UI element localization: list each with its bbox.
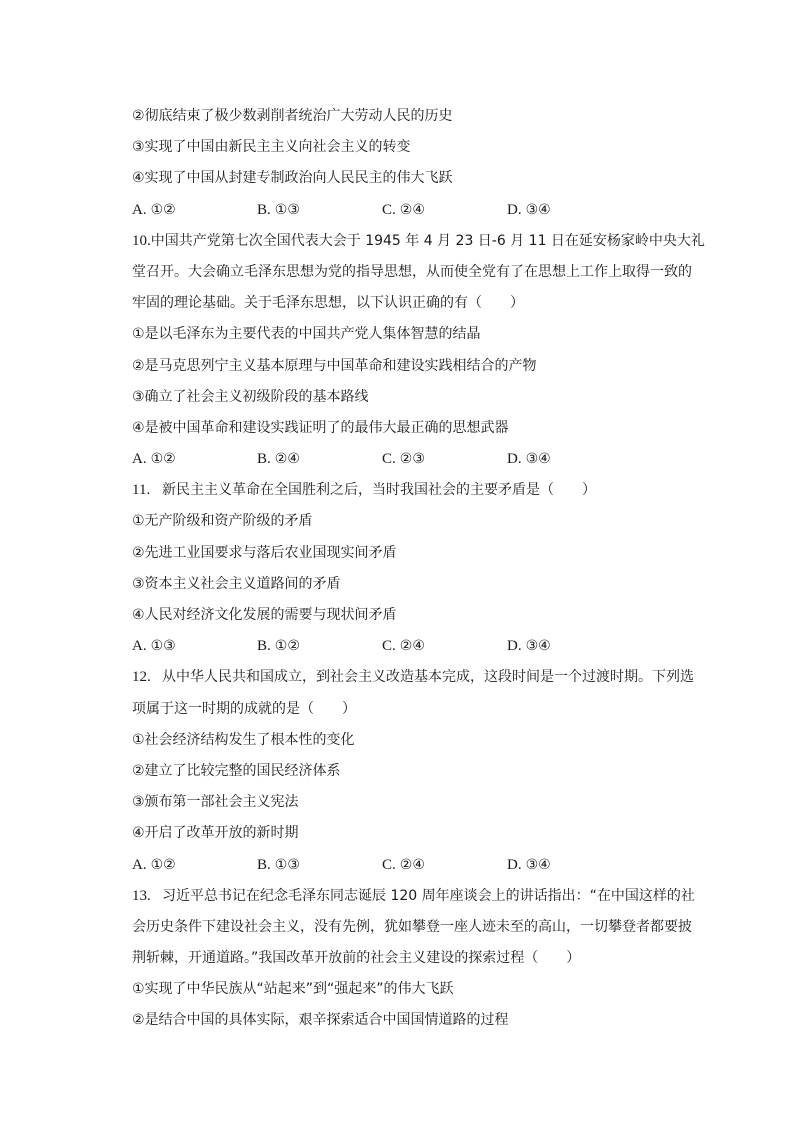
- choice-option-c[interactable]: [382, 195, 507, 226]
- statement-item: ③资本主义社会主义道路间的矛盾: [132, 575, 341, 592]
- choice-option-c[interactable]: [382, 850, 507, 881]
- choice-option-d[interactable]: [507, 850, 632, 881]
- choice-option-b[interactable]: [257, 850, 382, 881]
- statement-item: ②先进工业国要求与落后农业国现实间矛盾: [132, 544, 397, 561]
- choice-option-c[interactable]: [382, 444, 507, 475]
- question-stem-first-line: [132, 475, 698, 506]
- question-stem-line: 项属于这一时期的成就的是（ ）: [132, 700, 356, 717]
- statement-item: ③确立了社会主义初级阶段的基本路线: [132, 388, 369, 405]
- statement-item: ④实现了中国从封建专制政治向人民民主的伟大飞跃: [132, 170, 453, 187]
- choice-letter: C.: [382, 201, 396, 218]
- question-stem-text: 中国共产党第七次全国代表大会于 1945 年 4 月 23 日-6 月 11 日在延安杨家岭中央大礼: [150, 232, 705, 249]
- choice-option-a[interactable]: [132, 444, 257, 475]
- choice-text: ②③: [399, 451, 425, 468]
- question-stem-text: 习近平总书记在纪念毛泽东同志诞辰 120 周年座谈会上的讲话指出：“在中国这样的社: [162, 887, 695, 904]
- choice-text: ①②: [150, 201, 176, 218]
- choice-text: ②④: [399, 638, 425, 655]
- statement-item: ①是以毛泽东为主要代表的中国共产党人集体智慧的结晶: [132, 326, 481, 343]
- choice-letter: D.: [507, 638, 522, 655]
- question-stem-first-line: [132, 662, 698, 693]
- question-stem-line: 堂召开。大会确立毛泽东思想为党的指导思想，从而使全党有了在思想上工作上取得一致的: [132, 263, 692, 280]
- choice-letter: C.: [382, 856, 396, 873]
- choice-option-b[interactable]: [257, 195, 382, 226]
- choice-option-b[interactable]: [257, 631, 382, 662]
- choice-row: [132, 631, 698, 662]
- statement-item: ④人民对经济文化发展的需要与现状间矛盾: [132, 607, 397, 623]
- question-stem-first-line: [132, 226, 705, 257]
- choice-text: ②④: [399, 201, 425, 218]
- exam-content: [132, 101, 705, 1037]
- choice-letter: B.: [257, 856, 271, 873]
- statement-item: ④是被中国革命和建设实践证明了的最伟大最正确的思想武器: [132, 419, 509, 436]
- question-number: 13.: [132, 887, 151, 904]
- choice-text: ①②: [150, 451, 176, 468]
- choice-letter: B.: [257, 638, 271, 655]
- statement-item: ③颁布第一部社会主义宪法: [132, 794, 299, 811]
- question-stem-line: 牢固的理论基础。关于毛泽东思想，以下认识正确的有（ ）: [132, 295, 524, 312]
- choice-row: [132, 850, 698, 881]
- choice-letter: A.: [132, 638, 147, 655]
- statement-item: ④开启了改革开放的新时期: [132, 825, 299, 842]
- choice-text: ①②: [274, 638, 300, 655]
- choice-letter: D.: [507, 201, 522, 218]
- statement-item: ①无产阶级和资产阶级的矛盾: [132, 513, 313, 530]
- statement-item: ②是结合中国的具体实际，艰辛探索适合中国国情道路的过程: [132, 1012, 509, 1029]
- question-stem-text: 从中华人民共和国成立，到社会主义改造基本完成，这段时间是一个过渡时期。下列选: [162, 669, 694, 686]
- question-number: 10.: [132, 232, 151, 249]
- choice-text: ②④: [274, 451, 300, 468]
- choice-text: ③④: [525, 201, 551, 218]
- choice-text: ③④: [525, 638, 551, 655]
- choice-letter: A.: [132, 856, 147, 873]
- statement-item: ①社会经济结构发生了根本性的变化: [132, 731, 355, 748]
- statement-item: ①实现了中华民族从“站起来”到“强起来”的伟大飞跃: [132, 981, 454, 998]
- question-number: 12.: [132, 669, 151, 686]
- statement-item: ②彻底结束了极少数剥削者统治广大劳动人民的历史: [132, 108, 453, 124]
- question-stem-line: 会历史条件下建设社会主义，没有先例，犹如攀登一座人迹未至的高山，一切攀登者都要披: [132, 918, 692, 935]
- choice-letter: B.: [257, 201, 271, 218]
- choice-letter: B.: [257, 451, 271, 468]
- choice-option-d[interactable]: [507, 195, 632, 226]
- choice-option-a[interactable]: [132, 195, 257, 226]
- choice-letter: D.: [507, 451, 522, 468]
- statement-item: ②是马克思列宁主义基本原理与中国革命和建设实践相结合的产物: [132, 357, 537, 374]
- choice-letter: A.: [132, 201, 147, 218]
- question-stem-line: 荆斩棘，开通道路。”我国改革开放前的社会主义建设的探索过程（ ）: [132, 950, 581, 967]
- question-stem-first-line: [132, 881, 698, 912]
- choice-letter: A.: [132, 451, 147, 468]
- choice-text: ①③: [274, 856, 300, 873]
- question-number: 11.: [132, 482, 151, 499]
- choice-text: ①③: [274, 201, 300, 218]
- choice-row: [132, 444, 698, 475]
- choice-option-d[interactable]: [507, 444, 632, 475]
- choice-text: ②④: [399, 856, 425, 873]
- choice-letter: C.: [382, 451, 396, 468]
- choice-option-a[interactable]: [132, 631, 257, 662]
- choice-text: ③④: [525, 451, 551, 468]
- statement-item: ③实现了中国由新民主主义向社会主义的转变: [132, 139, 411, 156]
- question-stem-text: 新民主主义革命在全国胜利之后，当时我国社会的主要矛盾是（ ）: [162, 482, 596, 499]
- choice-option-c[interactable]: [382, 631, 507, 662]
- choice-option-d[interactable]: [507, 631, 632, 662]
- choice-text: ①②: [150, 856, 176, 873]
- statement-item: ②建立了比较完整的国民经济体系: [132, 762, 341, 779]
- choice-option-b[interactable]: [257, 444, 382, 475]
- choice-letter: C.: [382, 638, 396, 655]
- choice-text: ①③: [150, 638, 176, 655]
- choice-letter: D.: [507, 856, 522, 873]
- choice-text: ③④: [525, 856, 551, 873]
- choice-row: [132, 195, 698, 226]
- choice-option-a[interactable]: [132, 850, 257, 881]
